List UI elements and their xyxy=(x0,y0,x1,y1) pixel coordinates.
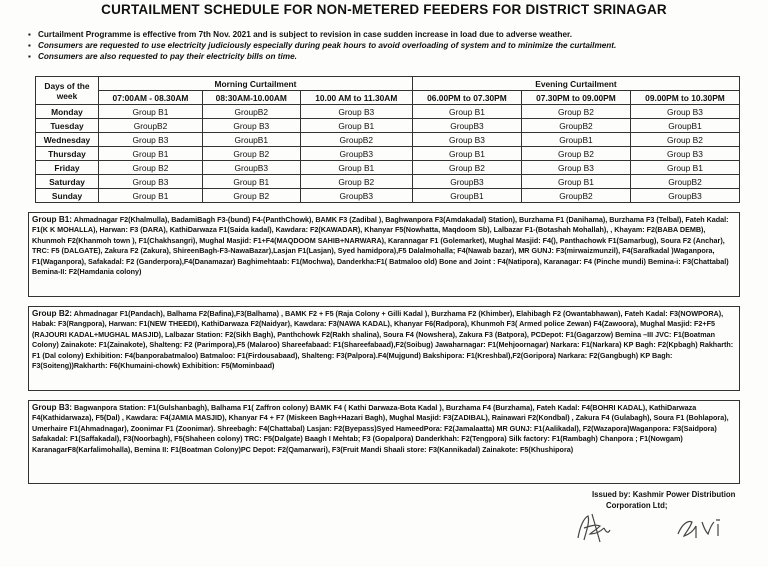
table-row xyxy=(36,105,740,119)
day-cell: Tuesday xyxy=(36,119,99,133)
group-cell: Group B1 xyxy=(300,119,412,133)
group-name: Group B2: xyxy=(32,309,73,318)
table-row xyxy=(36,189,740,203)
note-item: ▪ Consumers are also requested to pay their electricity bills on time. xyxy=(28,51,748,62)
group-cell: Group B2 xyxy=(521,147,630,161)
group-cell: GroupB3 xyxy=(412,119,521,133)
group-cell: Group B1 xyxy=(412,147,521,161)
day-cell: Monday xyxy=(36,105,99,119)
group-cell: Group B3 xyxy=(99,133,203,147)
group-b2-box xyxy=(28,306,740,391)
group-cell: Group B1 xyxy=(300,161,412,175)
group-cell: GroupB3 xyxy=(412,175,521,189)
notes-list xyxy=(28,29,748,62)
group-b3-box xyxy=(28,400,740,484)
group-cell: Group B3 xyxy=(630,147,739,161)
table-row xyxy=(36,147,740,161)
group-b1-box xyxy=(28,212,740,297)
slot-header: 07.30PM to 09.00PM xyxy=(521,91,630,105)
issued-by-line: Corporation Ltd; xyxy=(606,500,668,510)
slot-header: 09.00PM to 10.30PM xyxy=(630,91,739,105)
day-cell: Saturday xyxy=(36,175,99,189)
group-cell: Group B2 xyxy=(412,161,521,175)
group-cell: Group B2 xyxy=(99,161,203,175)
group-name: Group B1: xyxy=(32,215,73,224)
group-cell: Group B3 xyxy=(521,161,630,175)
group-cell: GroupB2 xyxy=(202,105,300,119)
group-cell: GroupB3 xyxy=(202,161,300,175)
signature-left xyxy=(570,508,630,548)
group-cell: Group B1 xyxy=(99,105,203,119)
group-cell: Group B2 xyxy=(630,133,739,147)
group-cell: GroupB2 xyxy=(521,189,630,203)
group-cell: GroupB2 xyxy=(630,175,739,189)
group-cell: GroupB2 xyxy=(300,133,412,147)
note-item: ▪ Curtailment Programme is effective from 7th Nov. 2021 and is subject to revision in case sudden increase in load due to adverse weather. xyxy=(28,29,748,40)
days-header: Days of the week xyxy=(36,77,99,105)
group-cell: Group B1 xyxy=(630,161,739,175)
group-cell: Group B3 xyxy=(99,175,203,189)
group-cell: GroupB3 xyxy=(630,189,739,203)
table-row xyxy=(36,133,740,147)
group-cell: GroupB2 xyxy=(521,119,630,133)
schedule-table xyxy=(35,76,740,203)
day-cell: Sunday xyxy=(36,189,99,203)
group-cell: GroupB1 xyxy=(630,119,739,133)
group-cell: Group B2 xyxy=(521,105,630,119)
group-cell: Group B3 xyxy=(202,119,300,133)
group-cell: GroupB2 xyxy=(99,119,203,133)
day-cell: Thursday xyxy=(36,147,99,161)
table-row xyxy=(36,161,740,175)
group-cell: Group B3 xyxy=(630,105,739,119)
group-cell: GroupB1 xyxy=(412,189,521,203)
group-cell: Group B1 xyxy=(521,175,630,189)
issued-by-line: Issued by: Kashmir Power Distribution xyxy=(592,490,736,499)
slot-header: 08:30AM-10.00AM xyxy=(202,91,300,105)
group-cell: Group B1 xyxy=(99,189,203,203)
slot-header: 06.00PM to 07.30PM xyxy=(412,91,521,105)
group-cell: Group B2 xyxy=(300,175,412,189)
slot-header: 10.00 AM to 11.30AM xyxy=(300,91,412,105)
group-cell: Group B1 xyxy=(412,105,521,119)
group-cell: Group B2 xyxy=(202,147,300,161)
slot-header: 07:00AM - 08.30AM xyxy=(99,91,203,105)
day-cell: Friday xyxy=(36,161,99,175)
group-cell: Group B3 xyxy=(300,105,412,119)
group-cell: GroupB1 xyxy=(202,133,300,147)
evening-header: Evening Curtailment xyxy=(412,77,739,91)
group-feeders: Bagwanpora Station: F1(Gulshanbagh), Balhama F1( Zaffron colony) BAMK F4 ( Kathi Darwaza-Bota Kadal ), Burzhama F4 (Burzhama), Fateh Kadal: F4(BOHRI KADAL), KathiDarwaza F4(Kathidarwaza), F5(Dal) , Kawdara: F4(JAMIA MASJID), Khanyar F4 + F7 (Miskeen Bagh+Hazari Bagh), Mughal Masjid: F3(ZADIBAL), Rainawari F2(Kondbal) , Zakura F4 (Gulabagh), Soura F1 (Bohlapora), Umerhaire F1(Ahmadnagar), Zoonimar F1 (Zoonimar). Shreebagh: F4(Chattabal) Lasjan: F2(Byepass)Syed HameedPora: F2(Jamalaatta) MR GUNJ: F1(Aalikadal), F2(Wazapora)Waganpora: F3(Saidpora) Safakadal: F1(Saffakadal), F3(Noorbagh), F5(Shaheen colony) TRC: F5(Dalgate) Baagh I Mehtab; F3 (Gopalpora) Danderkhah: F2(Tengpora) Silk factory: F1(Rambagh) Chanpora ; F1(Nowgam) KaranagarF8(Karfalimohalla), Bemina II: F1(Boatman Colony)PC Depot: F2(Qamarwari), F3(Fruit Mandi Shaali store: F3(Kannikadal) Zainakote: F5(Khushipora) xyxy=(32,403,729,454)
group-cell: Group B3 xyxy=(412,133,521,147)
group-cell: GroupB3 xyxy=(300,147,412,161)
table-row xyxy=(36,119,740,133)
group-cell: GroupB3 xyxy=(300,189,412,203)
note-item: ▪ Consumers are requested to use electricity judiciously especially during peak hours to avoid overloading of system and to minimize the curtailment. xyxy=(28,40,748,51)
group-cell: Group B1 xyxy=(99,147,203,161)
group-cell: Group B2 xyxy=(202,189,300,203)
group-feeders: Ahmadnagar F2(Khalmulla), BadamiBagh F3-(bund) F4-(PanthChowk), BAMK F3 (Zadibal ), Baghwanpora F3(Amdakadal) Station), Burzhama F1 (Danihama), Burzhama F3 (Telbal), Fateh Kadal: F1(K K MOHALLA), Harwan: F3 (DARA), KathiDarwaza F1(Saida kadal), Kawdara: F2(KAWADAR), Khanyar F5(Nowhatta, Maqdoom Sb), Lalbazar F1-(Botashah Mohallah), , Khayam: F2(BABA DEMB), Khunmoh F2(Khanmoh town ), F1(Chakhsangri), Mughal Masjid: F1+F4(MAQDOOM SAHIB+NARWARA), Karannagar F1 (Golemarket), Mughal Masjid: F4(), Panthachowk F1(Samarbug), Soura F2 (Anchar), TRC: F5 (DALGATE), Zakura F2 (Zakura), ShireenBagh-F3-NawaBazar),Lasjan F1(Lasjan), Syed hamidpora),F5 Dalalmohalla; F4(Nawab bazar), MR GUNJ: F3(mirwaizmunzil), F4(Sarafkadal )Waganpora, F1(Waganpora), Safakadal: F2 (Ganderpora),F4(Danamazar) Baghimehtaab: F1(Mochwa), Danderkha:F1( Batmaloo old) Bone and Joint : F4(Natipora), Karanagar: F4 (Pinche mundi) Bemina-i: F3(Chattabal) Bemina-II: F2(Hamdania colony) xyxy=(32,215,729,277)
table-row xyxy=(36,175,740,189)
group-feeders: Ahmadnagar F1(Pandach), Balhama F2(Bafina),F3(Balhama) , BAMK F2 + F5 (Raja Colony + Gilli Kadal ), Burzhama F2 (Khimber), Elahibagh F2 (Owantabhawan), Fateh Kadal: F3(NOWPORA), Habak: F3(Rangpora), Harwan: F1(NEW THEEDI), KathiDarwaza F2(Naidyar), Kawdara: F3(NAWA KADAL), Khanyar F6(Radpora), Khunmoh F3( Armed police Zewan) F4(Zawoora), Mughal Masjid: F2+F5 (RAJOURI KADAL+MUGHAL MASJID), Lalbazar Station: F2(Sikh Bagh), Panthchowk F2(Rakh shalina), Soura F4 (Nowshera), Zakura F3 (Batpora), PCDepot: F1(Gagarzow) Bemina –III JVC: F1(Boatman Colony) Zainakote: F1(Zainakote), Shalteng: F2 (Parimpora),F5 (Malaroo) Shareefabaad: F1(Shareefabaad),F2(Soibug) Jawaharnagar: F1(Mehjoornagar) Narkara: F1(Narkara) KP Bagh: F2(Kpbagh) Rakharth: F1 (Dal colony) Exhibition: F4(banporabatmaloo) Batmaloo: F1(Firdousabaad), Shalteng: F3(Palpora).F4(Mujgund) Bakshipora: F1(Kreshbal),F2(Goripora) Narkara: F2(Gangbugh) KP Bagh: F3(Soiteng))Rakharth: F6(Khumaini-chowk) Exhibition: F5(Mominbaad) xyxy=(32,309,734,371)
group-cell: Group B1 xyxy=(202,175,300,189)
page-title: CURTAILMENT SCHEDULE FOR NON-METERED FEEDERS FOR DISTRICT SRINAGAR xyxy=(101,2,667,17)
group-name: Group B3: xyxy=(32,403,73,412)
group-cell: GroupB1 xyxy=(521,133,630,147)
day-cell: Wednesday xyxy=(36,133,99,147)
morning-header: Morning Curtailment xyxy=(99,77,413,91)
schedule-body xyxy=(36,105,740,203)
signature-right xyxy=(672,510,732,546)
